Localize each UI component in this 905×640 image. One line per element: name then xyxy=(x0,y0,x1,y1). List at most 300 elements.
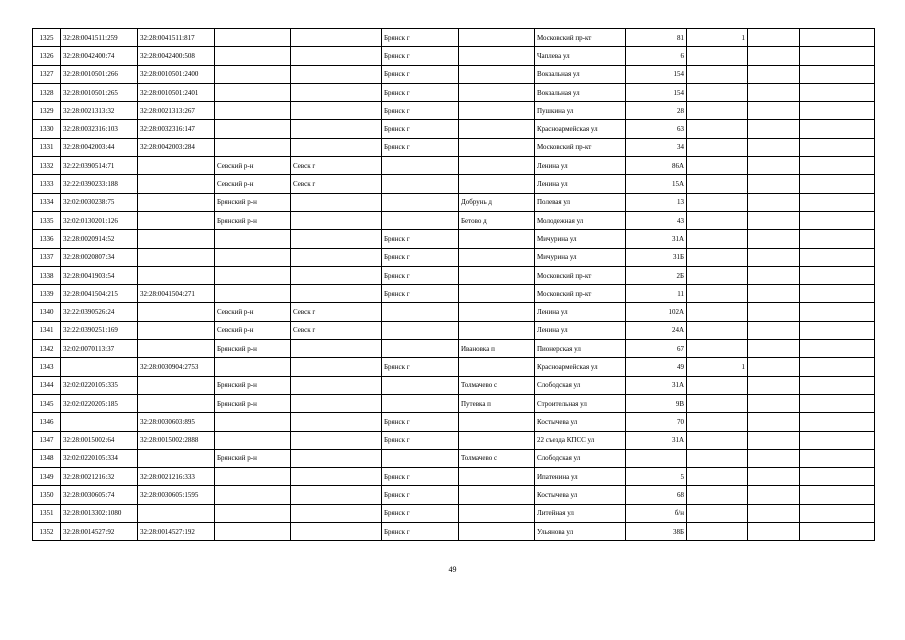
cadastral-number-cell: 32:02:0070113:37 xyxy=(61,340,138,358)
extra-cell-2 xyxy=(800,413,875,431)
row-number-cell: 1336 xyxy=(33,230,61,248)
street-cell: Ленина ул xyxy=(535,175,626,193)
extra-cell-1 xyxy=(748,47,800,65)
settlement-cell xyxy=(459,47,535,65)
extra-cell-2 xyxy=(800,65,875,83)
cadastral-number-2-cell: 32:28:0021313:267 xyxy=(138,102,215,120)
settlement-cell xyxy=(459,175,535,193)
cadastral-number-2-cell: 32:28:0030605:1595 xyxy=(138,486,215,504)
extra-cell-2 xyxy=(800,211,875,229)
row-number-cell: 1326 xyxy=(33,47,61,65)
extra-cell-1 xyxy=(748,193,800,211)
district-cell: Севский р-н xyxy=(215,303,291,321)
cadastral-number-2-cell xyxy=(138,504,215,522)
table-body xyxy=(33,29,875,541)
cadastral-number-2-cell: 32:28:0041504:271 xyxy=(138,285,215,303)
cadastral-number-2-cell: 32:28:0021216:333 xyxy=(138,468,215,486)
district-cell xyxy=(215,266,291,284)
district-cell xyxy=(215,504,291,522)
town-cell xyxy=(291,193,382,211)
cadastral-number-2-cell: 32:28:0010501:2401 xyxy=(138,83,215,101)
table-row xyxy=(33,138,875,156)
extra-cell-2 xyxy=(800,523,875,541)
house-number-cell: 13 xyxy=(626,193,687,211)
street-cell: Мичурина ул xyxy=(535,248,626,266)
town-cell xyxy=(291,486,382,504)
extra-cell-2 xyxy=(800,486,875,504)
building-cell xyxy=(687,193,748,211)
town-cell xyxy=(291,230,382,248)
town-cell xyxy=(291,102,382,120)
district-cell xyxy=(215,486,291,504)
settlement-cell xyxy=(459,431,535,449)
city-cell: Брянск г xyxy=(382,47,459,65)
extra-cell-2 xyxy=(800,248,875,266)
town-cell xyxy=(291,358,382,376)
cadastral-number-cell: 32:28:0014527:92 xyxy=(61,523,138,541)
cadastral-number-cell: 32:02:0220105:335 xyxy=(61,376,138,394)
city-cell xyxy=(382,321,459,339)
street-cell: Красноармейская ул xyxy=(535,120,626,138)
street-cell: Слободская ул xyxy=(535,449,626,467)
cadastral-number-2-cell xyxy=(138,394,215,412)
cadastral-number-2-cell: 32:28:0015002:2888 xyxy=(138,431,215,449)
row-number-cell: 1348 xyxy=(33,449,61,467)
house-number-cell: 31А xyxy=(626,230,687,248)
extra-cell-2 xyxy=(800,120,875,138)
building-cell xyxy=(687,47,748,65)
cadastral-number-cell: 32:28:0032316:103 xyxy=(61,120,138,138)
city-cell xyxy=(382,193,459,211)
cadastral-number-2-cell xyxy=(138,449,215,467)
extra-cell-1 xyxy=(748,468,800,486)
row-number-cell: 1347 xyxy=(33,431,61,449)
extra-cell-2 xyxy=(800,321,875,339)
cadastral-number-cell: 32:28:0041903:54 xyxy=(61,266,138,284)
extra-cell-1 xyxy=(748,394,800,412)
row-number-cell: 1337 xyxy=(33,248,61,266)
cadastral-number-2-cell xyxy=(138,376,215,394)
extra-cell-2 xyxy=(800,504,875,522)
settlement-cell xyxy=(459,303,535,321)
house-number-cell: 28 xyxy=(626,102,687,120)
extra-cell-1 xyxy=(748,376,800,394)
extra-cell-1 xyxy=(748,102,800,120)
settlement-cell xyxy=(459,266,535,284)
city-cell: Брянск г xyxy=(382,358,459,376)
town-cell: Севск г xyxy=(291,321,382,339)
settlement-cell xyxy=(459,358,535,376)
city-cell: Брянск г xyxy=(382,83,459,101)
cadastral-number-2-cell xyxy=(138,266,215,284)
extra-cell-1 xyxy=(748,449,800,467)
table-row xyxy=(33,175,875,193)
town-cell xyxy=(291,29,382,47)
building-cell xyxy=(687,120,748,138)
cadastral-number-cell: 32:02:0030238:75 xyxy=(61,193,138,211)
city-cell: Брянск г xyxy=(382,230,459,248)
street-cell: Московский пр-кт xyxy=(535,285,626,303)
house-number-cell xyxy=(626,449,687,467)
town-cell xyxy=(291,47,382,65)
house-number-cell: 5 xyxy=(626,468,687,486)
extra-cell-2 xyxy=(800,230,875,248)
building-cell xyxy=(687,523,748,541)
street-cell: Полевая ул xyxy=(535,193,626,211)
street-cell: Костычева ул xyxy=(535,413,626,431)
house-number-cell: 68 xyxy=(626,486,687,504)
district-cell xyxy=(215,523,291,541)
settlement-cell: Ивановка п xyxy=(459,340,535,358)
extra-cell-1 xyxy=(748,248,800,266)
building-cell xyxy=(687,394,748,412)
street-cell: Пионерская ул xyxy=(535,340,626,358)
house-number-cell: 15А xyxy=(626,175,687,193)
table-row xyxy=(33,413,875,431)
row-number-cell: 1327 xyxy=(33,65,61,83)
town-cell: Севск г xyxy=(291,175,382,193)
district-cell xyxy=(215,358,291,376)
district-cell xyxy=(215,47,291,65)
extra-cell-1 xyxy=(748,431,800,449)
table-row xyxy=(33,248,875,266)
settlement-cell xyxy=(459,413,535,431)
extra-cell-1 xyxy=(748,285,800,303)
row-number-cell: 1342 xyxy=(33,340,61,358)
city-cell xyxy=(382,449,459,467)
extra-cell-2 xyxy=(800,175,875,193)
street-cell: Костычева ул xyxy=(535,486,626,504)
table-row xyxy=(33,230,875,248)
settlement-cell xyxy=(459,523,535,541)
district-cell xyxy=(215,65,291,83)
street-cell: Молодежная ул xyxy=(535,211,626,229)
city-cell xyxy=(382,303,459,321)
street-cell: Вокзальная ул xyxy=(535,65,626,83)
town-cell xyxy=(291,504,382,522)
cadastral-number-cell xyxy=(61,413,138,431)
street-cell: Мичурина ул xyxy=(535,230,626,248)
street-cell: Строительная ул xyxy=(535,394,626,412)
house-number-cell: 6 xyxy=(626,47,687,65)
extra-cell-1 xyxy=(748,211,800,229)
town-cell xyxy=(291,248,382,266)
settlement-cell xyxy=(459,285,535,303)
table-row xyxy=(33,376,875,394)
house-number-cell: 86А xyxy=(626,157,687,175)
building-cell xyxy=(687,431,748,449)
city-cell: Брянск г xyxy=(382,102,459,120)
table-row xyxy=(33,102,875,120)
house-number-cell: 43 xyxy=(626,211,687,229)
house-number-cell: 11 xyxy=(626,285,687,303)
street-cell: Ипатенина ул xyxy=(535,468,626,486)
cadastral-number-cell: 32:22:0390514:71 xyxy=(61,157,138,175)
cadastral-number-2-cell: 32:28:0030603:895 xyxy=(138,413,215,431)
building-cell xyxy=(687,376,748,394)
table-row xyxy=(33,83,875,101)
house-number-cell: 31А xyxy=(626,376,687,394)
table-row xyxy=(33,340,875,358)
district-cell: Брянский р-н xyxy=(215,449,291,467)
settlement-cell: Толмачево с xyxy=(459,449,535,467)
table-row xyxy=(33,303,875,321)
town-cell xyxy=(291,394,382,412)
town-cell xyxy=(291,431,382,449)
town-cell xyxy=(291,468,382,486)
row-number-cell: 1344 xyxy=(33,376,61,394)
district-cell xyxy=(215,431,291,449)
settlement-cell: Путевка п xyxy=(459,394,535,412)
cadastral-number-2-cell: 32:28:0010501:2400 xyxy=(138,65,215,83)
street-cell: Московский пр-кт xyxy=(535,266,626,284)
house-number-cell: 70 xyxy=(626,413,687,431)
city-cell: Брянск г xyxy=(382,120,459,138)
cadastral-number-cell: 32:28:0042400:74 xyxy=(61,47,138,65)
settlement-cell xyxy=(459,230,535,248)
district-cell xyxy=(215,230,291,248)
cadastral-number-2-cell xyxy=(138,211,215,229)
table-row xyxy=(33,358,875,376)
settlement-cell xyxy=(459,157,535,175)
row-number-cell: 1335 xyxy=(33,211,61,229)
settlement-cell: Толмачево с xyxy=(459,376,535,394)
house-number-cell: 31Б xyxy=(626,248,687,266)
building-cell xyxy=(687,65,748,83)
settlement-cell xyxy=(459,504,535,522)
street-cell: 22 съезда КПСС ул xyxy=(535,431,626,449)
row-number-cell: 1343 xyxy=(33,358,61,376)
row-number-cell: 1331 xyxy=(33,138,61,156)
table-row xyxy=(33,65,875,83)
building-cell xyxy=(687,486,748,504)
cadastral-number-cell: 32:28:0013302:1080 xyxy=(61,504,138,522)
settlement-cell xyxy=(459,29,535,47)
extra-cell-1 xyxy=(748,358,800,376)
registry-table xyxy=(32,28,875,541)
cadastral-number-cell: 32:28:0010501:265 xyxy=(61,83,138,101)
cadastral-number-cell: 32:22:0390526:24 xyxy=(61,303,138,321)
street-cell: Московский пр-кт xyxy=(535,138,626,156)
extra-cell-1 xyxy=(748,83,800,101)
extra-cell-1 xyxy=(748,29,800,47)
district-cell xyxy=(215,468,291,486)
table-row xyxy=(33,266,875,284)
table-row xyxy=(33,431,875,449)
town-cell xyxy=(291,266,382,284)
extra-cell-2 xyxy=(800,376,875,394)
row-number-cell: 1351 xyxy=(33,504,61,522)
building-cell xyxy=(687,449,748,467)
district-cell xyxy=(215,248,291,266)
row-number-cell: 1338 xyxy=(33,266,61,284)
row-number-cell: 1352 xyxy=(33,523,61,541)
table-row xyxy=(33,468,875,486)
district-cell xyxy=(215,102,291,120)
city-cell: Брянск г xyxy=(382,504,459,522)
district-cell: Севский р-н xyxy=(215,175,291,193)
street-cell: Чаплева ул xyxy=(535,47,626,65)
extra-cell-2 xyxy=(800,193,875,211)
town-cell xyxy=(291,285,382,303)
row-number-cell: 1339 xyxy=(33,285,61,303)
town-cell xyxy=(291,138,382,156)
cadastral-number-cell: 32:22:0390251:169 xyxy=(61,321,138,339)
table-row xyxy=(33,486,875,504)
city-cell: Брянск г xyxy=(382,138,459,156)
city-cell: Брянск г xyxy=(382,413,459,431)
settlement-cell xyxy=(459,102,535,120)
town-cell: Севск г xyxy=(291,303,382,321)
cadastral-number-2-cell: 32:28:0042400:508 xyxy=(138,47,215,65)
table-row xyxy=(33,285,875,303)
city-cell xyxy=(382,340,459,358)
row-number-cell: 1332 xyxy=(33,157,61,175)
extra-cell-2 xyxy=(800,431,875,449)
table-row xyxy=(33,157,875,175)
extra-cell-1 xyxy=(748,120,800,138)
district-cell xyxy=(215,120,291,138)
street-cell: Пушкина ул xyxy=(535,102,626,120)
cadastral-number-cell: 32:28:0030605:74 xyxy=(61,486,138,504)
house-number-cell: 67 xyxy=(626,340,687,358)
table-row xyxy=(33,120,875,138)
row-number-cell: 1346 xyxy=(33,413,61,431)
building-cell xyxy=(687,83,748,101)
extra-cell-1 xyxy=(748,138,800,156)
table-row xyxy=(33,193,875,211)
house-number-cell: б/н xyxy=(626,504,687,522)
extra-cell-1 xyxy=(748,266,800,284)
district-cell: Брянский р-н xyxy=(215,394,291,412)
city-cell xyxy=(382,157,459,175)
district-cell xyxy=(215,285,291,303)
extra-cell-2 xyxy=(800,468,875,486)
building-cell: 1 xyxy=(687,358,748,376)
house-number-cell: 154 xyxy=(626,83,687,101)
town-cell xyxy=(291,65,382,83)
row-number-cell: 1345 xyxy=(33,394,61,412)
house-number-cell: 24А xyxy=(626,321,687,339)
cadastral-number-2-cell xyxy=(138,193,215,211)
extra-cell-1 xyxy=(748,340,800,358)
extra-cell-2 xyxy=(800,157,875,175)
building-cell xyxy=(687,285,748,303)
building-cell xyxy=(687,340,748,358)
building-cell xyxy=(687,303,748,321)
city-cell: Брянск г xyxy=(382,248,459,266)
cadastral-number-2-cell xyxy=(138,157,215,175)
building-cell xyxy=(687,102,748,120)
table-row xyxy=(33,47,875,65)
city-cell xyxy=(382,376,459,394)
cadastral-number-2-cell xyxy=(138,321,215,339)
cadastral-number-2-cell: 32:28:0032316:147 xyxy=(138,120,215,138)
extra-cell-1 xyxy=(748,230,800,248)
town-cell xyxy=(291,340,382,358)
cadastral-number-cell: 32:28:0010501:266 xyxy=(61,65,138,83)
row-number-cell: 1341 xyxy=(33,321,61,339)
settlement-cell xyxy=(459,248,535,266)
table-row xyxy=(33,504,875,522)
extra-cell-2 xyxy=(800,47,875,65)
city-cell xyxy=(382,175,459,193)
cadastral-number-cell: 32:02:0220105:334 xyxy=(61,449,138,467)
settlement-cell xyxy=(459,120,535,138)
building-cell xyxy=(687,321,748,339)
cadastral-number-cell: 32:28:0021313:32 xyxy=(61,102,138,120)
building-cell xyxy=(687,504,748,522)
house-number-cell: 81 xyxy=(626,29,687,47)
house-number-cell: 2Б xyxy=(626,266,687,284)
city-cell: Брянск г xyxy=(382,65,459,83)
extra-cell-1 xyxy=(748,523,800,541)
town-cell xyxy=(291,211,382,229)
district-cell: Брянский р-н xyxy=(215,376,291,394)
row-number-cell: 1350 xyxy=(33,486,61,504)
town-cell: Севск г xyxy=(291,157,382,175)
town-cell xyxy=(291,83,382,101)
city-cell xyxy=(382,394,459,412)
district-cell xyxy=(215,83,291,101)
district-cell xyxy=(215,413,291,431)
extra-cell-2 xyxy=(800,102,875,120)
district-cell: Брянский р-н xyxy=(215,211,291,229)
page-number: 49 xyxy=(448,565,457,574)
town-cell xyxy=(291,413,382,431)
settlement-cell xyxy=(459,468,535,486)
building-cell xyxy=(687,248,748,266)
city-cell: Брянск г xyxy=(382,266,459,284)
cadastral-number-cell: 32:28:0042003:44 xyxy=(61,138,138,156)
extra-cell-2 xyxy=(800,449,875,467)
extra-cell-1 xyxy=(748,413,800,431)
city-cell: Брянск г xyxy=(382,431,459,449)
settlement-cell: Бетово д xyxy=(459,211,535,229)
row-number-cell: 1329 xyxy=(33,102,61,120)
city-cell: Брянск г xyxy=(382,29,459,47)
table-row xyxy=(33,523,875,541)
cadastral-number-2-cell: 32:28:0030904:2753 xyxy=(138,358,215,376)
extra-cell-1 xyxy=(748,65,800,83)
settlement-cell: Добрунь д xyxy=(459,193,535,211)
cadastral-number-cell: 32:28:0041504:215 xyxy=(61,285,138,303)
extra-cell-2 xyxy=(800,138,875,156)
extra-cell-1 xyxy=(748,321,800,339)
cadastral-number-2-cell xyxy=(138,303,215,321)
street-cell: Слободская ул xyxy=(535,376,626,394)
row-number-cell: 1334 xyxy=(33,193,61,211)
street-cell: Вокзальная ул xyxy=(535,83,626,101)
row-number-cell: 1340 xyxy=(33,303,61,321)
settlement-cell xyxy=(459,321,535,339)
street-cell: Ленина ул xyxy=(535,303,626,321)
row-number-cell: 1325 xyxy=(33,29,61,47)
extra-cell-2 xyxy=(800,394,875,412)
cadastral-number-2-cell: 32:28:0041511:817 xyxy=(138,29,215,47)
extra-cell-2 xyxy=(800,340,875,358)
building-cell xyxy=(687,413,748,431)
street-cell: Ульянова ул xyxy=(535,523,626,541)
building-cell xyxy=(687,266,748,284)
house-number-cell: 38Б xyxy=(626,523,687,541)
cadastral-number-cell: 32:28:0021216:32 xyxy=(61,468,138,486)
settlement-cell xyxy=(459,65,535,83)
extra-cell-2 xyxy=(800,266,875,284)
extra-cell-1 xyxy=(748,486,800,504)
building-cell xyxy=(687,230,748,248)
house-number-cell: 154 xyxy=(626,65,687,83)
